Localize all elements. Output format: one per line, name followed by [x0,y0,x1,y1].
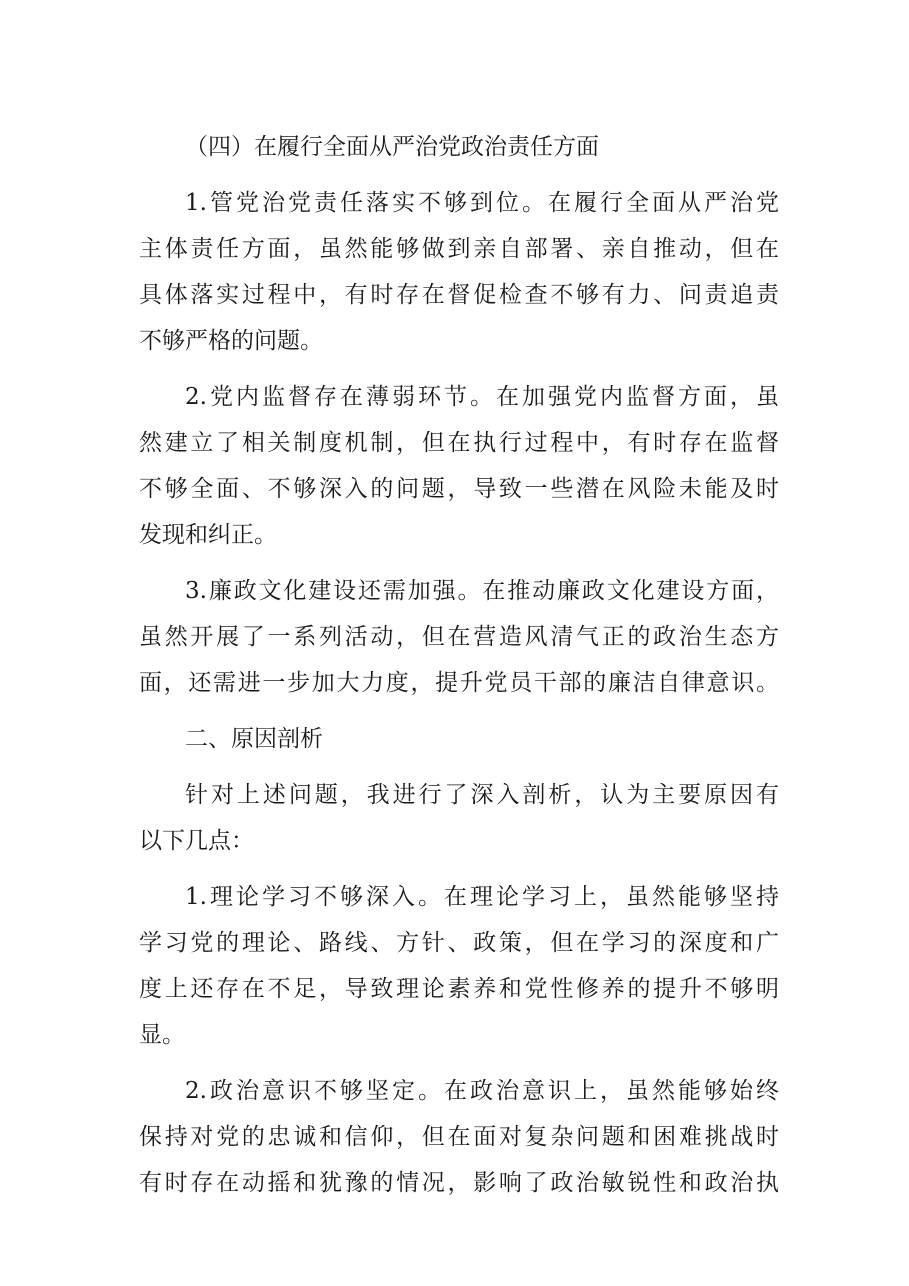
section-heading: 二、原因剖析 [185,726,323,752]
paragraph-line: 针对上述问题，我进行了深入剖析，认为主要原因有 [185,782,779,808]
paragraph-line: 具体落实过程中，有时存在督促检查不够有力、问责追责 [139,282,779,308]
paragraph-gap [139,706,779,716]
paragraph-line: 不够全面、不够深入的问题，导致一些潜在风险未能及时 [139,476,779,502]
paragraph-line: 以下几点： [139,828,254,854]
paragraph-gap [139,762,779,772]
paragraph-line: 面，还需进一步加大力度，提升党员干部的廉洁自律意识。 [139,670,779,696]
paragraph-line: 主体责任方面，虽然能够做到亲自部署、亲自推动，但在 [139,236,779,262]
paragraph-gap [139,1058,779,1068]
section-heading: （四）在履行全面从严治党政治责任方面 [185,134,599,160]
paragraph-line: 然建立了相关制度机制，但在执行过程中，有时存在监督 [139,430,779,456]
paragraph-line: 2.党内监督存在薄弱环节。在加强党内监督方面，虽 [185,384,779,410]
paragraph-line: 1.管党治党责任落实不够到位。在履行全面从严治党 [185,190,779,216]
paragraph-line: 学习党的理论、路线、方针、政策，但在学习的深度和广 [139,930,779,956]
paragraph-line: 有时存在动摇和犹豫的情况，影响了政治敏锐性和政治执 [139,1170,779,1196]
paragraph-line: 2.政治意识不够坚定。在政治意识上，虽然能够始终 [185,1078,779,1104]
paragraph-gap [139,364,779,374]
paragraph-gap [139,558,779,568]
document-body [139,124,779,1206]
paragraph-line: 1.理论学习不够深入。在理论学习上，虽然能够坚持 [185,884,779,910]
paragraph-line: 保持对党的忠诚和信仰，但在面对复杂问题和困难挑战时 [139,1124,779,1150]
paragraph-line: 显。 [139,1022,185,1048]
paragraph-gap [139,170,779,180]
paragraph-line: 3.廉政文化建设还需加强。在推动廉政文化建设方面， [185,578,779,604]
paragraph-line: 虽然开展了一系列活动，但在营造风清气正的政治生态方 [139,624,779,650]
paragraph-gap [139,864,779,874]
paragraph-line: 发现和纠正。 [139,522,277,548]
paragraph-line: 不够严格的问题。 [139,328,323,354]
paragraph-line: 度上还存在不足，导致理论素养和党性修养的提升不够明 [139,976,779,1002]
